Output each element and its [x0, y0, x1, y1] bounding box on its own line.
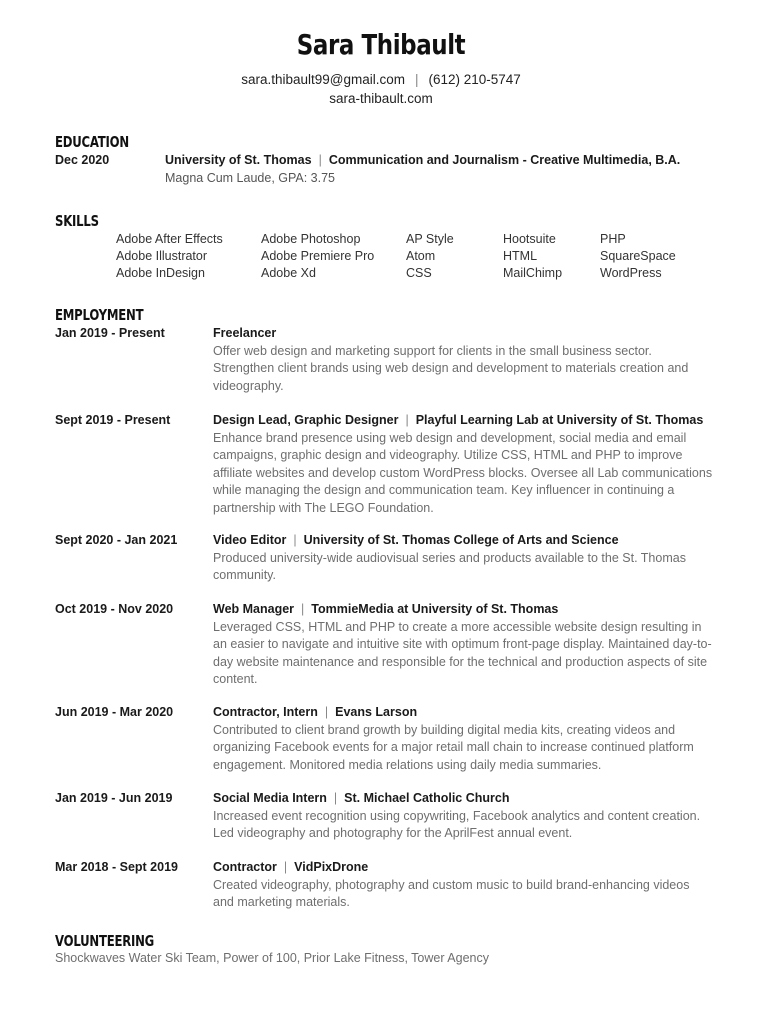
skill-item: MailChimp: [503, 266, 563, 280]
job-org: Evans Larson: [335, 705, 418, 719]
school-name: University of St. Thomas: [165, 153, 312, 167]
email-link[interactable]: sara.thibault99@gmail.com: [241, 72, 405, 87]
separator: |: [333, 791, 338, 805]
skill-item: SquareSpace: [600, 249, 676, 263]
job-date: Jan 2019 - Jun 2019: [55, 791, 173, 805]
skill-item: CSS: [406, 266, 432, 280]
separator: |: [301, 602, 305, 616]
job-role: Contractor: [213, 860, 277, 874]
job-org: Playful Learning Lab at University of St. Thomas: [415, 413, 704, 427]
job-title: [213, 705, 417, 719]
job-org: TommieMedia at University of St. Thomas: [311, 602, 559, 616]
separator: |: [405, 413, 409, 427]
job-role: Video Editor: [213, 533, 287, 547]
skills-heading: SKILLS: [55, 212, 99, 230]
skill-item: Adobe InDesign: [116, 266, 205, 280]
job-date: Sept 2020 - Jan 2021: [55, 533, 178, 547]
education-date: Dec 2020: [55, 153, 110, 167]
job-date: Sept 2019 - Present: [55, 413, 171, 427]
separator: |: [318, 153, 322, 167]
volunteering-heading: VOLUNTEERING: [55, 932, 155, 950]
job-title: [213, 533, 619, 547]
skill-item: Hootsuite: [503, 232, 556, 246]
separator: |: [293, 533, 297, 547]
skill-item: Adobe Illustrator: [116, 249, 208, 263]
job-title: [213, 413, 703, 427]
skill-item: Adobe Photoshop: [261, 232, 361, 246]
job-role: Contractor, Intern: [213, 705, 318, 719]
job-org: University of St. Thomas College of Arts and Science: [303, 533, 619, 547]
job-role: Freelancer: [213, 326, 277, 340]
separator: |: [324, 705, 329, 719]
skills-grid: [116, 231, 710, 282]
job-description: Enhance brand presence using web design and development, social media and email campaigns, graphic design and videography. Utilize CSS, HTML and PHP to improve affiliate websites and develop custom WordPress blocks. Oversee all Lab communications while managing the design and communication team. Key influencer in continuing a partnership with The LEGO Foundation.: [213, 431, 713, 515]
job-date: Mar 2018 - Sept 2019: [55, 860, 178, 874]
education-title: [165, 153, 680, 167]
job-date: Jan 2019 - Present: [55, 326, 165, 340]
separator: |: [414, 72, 419, 87]
skill-item: Adobe After Effects: [116, 232, 223, 246]
skill-item: Adobe Xd: [261, 266, 316, 280]
candidate-name: Sara Thibault: [296, 28, 466, 61]
job-description: Leveraged CSS, HTML and PHP to create a more accessible website design resulting in an easier to navigate and intuitive site with optimum front-page display. Maintained day-to-day website maintenance and responsible for the technical and production aspects of site content.: [213, 620, 712, 687]
job-role: Design Lead, Graphic Designer: [213, 413, 399, 427]
job-role: Social Media Intern: [213, 791, 327, 805]
separator: |: [283, 860, 288, 874]
skill-item: HTML: [503, 249, 538, 263]
skill-item: WordPress: [600, 266, 662, 280]
skill-item: AP Style: [406, 232, 454, 246]
skill-item: Atom: [406, 249, 436, 263]
employment-heading: EMPLOYMENT: [55, 306, 144, 324]
job-org: St. Michael Catholic Church: [344, 791, 510, 805]
job-title: [213, 860, 368, 874]
job-date: Oct 2019 - Nov 2020: [55, 602, 174, 616]
job-description: Increased event recognition using copywriting, Facebook analytics and content creation. Led videography and photography for the AprilFest annual event.: [213, 809, 701, 841]
job-title: [213, 791, 509, 805]
job-description: Created videography, photography and custom music to build brand-enhancing videos and marketing materials.: [213, 878, 690, 910]
education-heading: EDUCATION: [55, 133, 129, 151]
education-honors: Magna Cum Laude, GPA: 3.75: [165, 171, 336, 185]
phone-number[interactable]: (612) 210-5747: [428, 72, 521, 87]
contact-line: [0, 72, 762, 87]
job-title: [213, 326, 276, 340]
job-org: VidPixDrone: [294, 860, 369, 874]
job-date: Jun 2019 - Mar 2020: [55, 705, 174, 719]
skill-item: Adobe Premiere Pro: [261, 249, 375, 263]
job-description: Contributed to client brand growth by building digital media kits, creating videos and organizing Facebook events for a major retail mall chain to increase continued platform engagement. Monitored media relations using daily media summaries.: [213, 723, 694, 772]
job-title: [213, 602, 558, 616]
job-description: Offer web design and marketing support for clients in the small business sector. Strengthen client brands using web design and development to materials creation and videography.: [213, 344, 689, 393]
job-role: Web Manager: [213, 602, 295, 616]
volunteering-list: Shockwaves Water Ski Team, Power of 100, Prior Lake Fitness, Tower Agency: [55, 951, 489, 965]
website-link[interactable]: sara-thibault.com: [329, 91, 433, 106]
job-description: Produced university-wide audiovisual series and products available to the St. Thomas community.: [213, 551, 686, 583]
degree-name: Communication and Journalism - Creative Multimedia, B.A.: [328, 153, 681, 167]
skill-item: PHP: [600, 232, 626, 246]
